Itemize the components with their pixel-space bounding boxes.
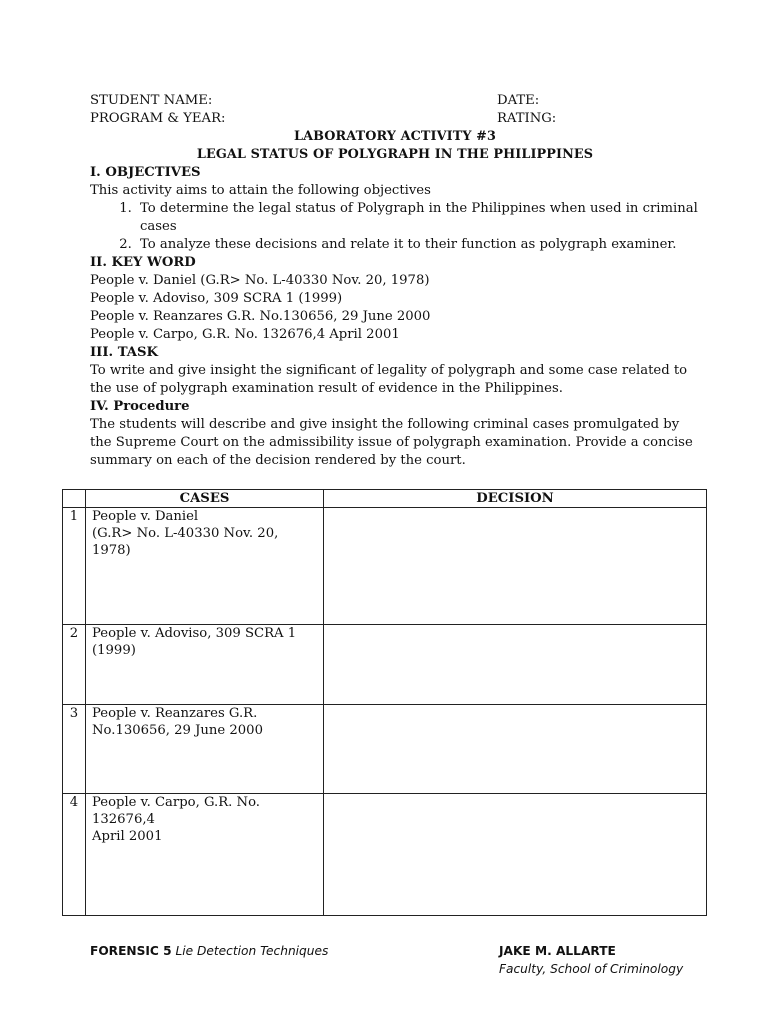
keyword-item: People v. Daniel (G.R> No. L-40330 Nov. 20, 1978) — [90, 273, 430, 288]
case-cell — [86, 508, 324, 625]
procedure-heading: IV. Procedure — [90, 399, 190, 414]
decision-cell[interactable] — [324, 508, 707, 625]
case-name: People v. Carpo, G.R. No. 132676,4 — [92, 795, 260, 827]
table-header-cases: CASES — [86, 490, 324, 508]
instructor-affiliation: Faculty, School of Criminology — [499, 962, 684, 976]
footer-course — [90, 942, 328, 960]
course-name: Lie Detection Techniques — [175, 944, 329, 958]
objectives-list — [90, 200, 700, 254]
cases-table — [62, 489, 707, 916]
case-name: People v. Adoviso, 309 SCRA 1 — [92, 626, 297, 641]
activity-subtitle: LEGAL STATUS OF POLYGRAPH IN THE PHILIPPINES — [196, 147, 594, 162]
instructor-name: JAKE M. ALLARTE — [499, 944, 616, 958]
header-row-2 — [90, 110, 700, 128]
student-name-label: STUDENT NAME: — [90, 93, 213, 108]
table-header-number — [63, 490, 86, 508]
keyword-heading: II. KEY WORD — [90, 255, 196, 270]
activity-title: LABORATORY ACTIVITY #3 — [294, 129, 496, 144]
row-number: 4 — [63, 794, 86, 916]
header-row-1 — [90, 92, 700, 110]
row-number: 3 — [63, 705, 86, 794]
objective-item: 1. To determine the legal status of Polygraph in the Philippines when used in criminal cases — [136, 200, 700, 236]
row-number: 2 — [63, 625, 86, 705]
table-header-row — [63, 490, 707, 508]
table-row — [63, 705, 707, 794]
row-number: 1 — [63, 508, 86, 625]
procedure-text: The students will describe and give insight the following criminal cases promulgated by the Supreme Court on the admissibility issue of polygraph examination. Provide a concise summary on each of the decision rendered by the court. — [90, 417, 693, 468]
case-citation: April 2001 — [92, 829, 163, 844]
decision-cell[interactable] — [324, 794, 707, 916]
case-cell — [86, 794, 324, 916]
table-header-decision: DECISION — [324, 490, 707, 508]
program-year-label: PROGRAM & YEAR: — [90, 111, 226, 126]
table-row — [63, 625, 707, 705]
case-cell — [86, 705, 324, 794]
keyword-item: People v. Adoviso, 309 SCRA 1 (1999) — [90, 291, 343, 306]
course-code: FORENSIC 5 — [90, 944, 172, 958]
task-text: To write and give insight the significant of legality of polygraph and some case related to the use of polygraph examination result of evidence in the Philippines. — [90, 363, 688, 396]
date-label: DATE: — [497, 93, 540, 108]
case-citation: (1999) — [92, 643, 136, 658]
table-row — [63, 508, 707, 625]
rating-label: RATING: — [497, 111, 557, 126]
objectives-heading: I. OBJECTIVES — [90, 165, 201, 180]
document-body — [90, 92, 700, 470]
case-name: People v. Reanzares G.R. — [92, 706, 258, 721]
decision-cell[interactable] — [324, 705, 707, 794]
objective-item: 2. To analyze these decisions and relate it to their function as polygraph examiner. — [136, 236, 700, 254]
case-citation: (G.R> No. L-40330 Nov. 20, 1978) — [92, 526, 279, 558]
decision-cell[interactable] — [324, 625, 707, 705]
case-citation: No.130656, 29 June 2000 — [92, 723, 263, 738]
table-row — [63, 794, 707, 916]
objectives-intro: This activity aims to attain the following objectives — [90, 183, 431, 198]
keyword-item: People v. Reanzares G.R. No.130656, 29 June 2000 — [90, 309, 431, 324]
case-cell — [86, 625, 324, 705]
keyword-item: People v. Carpo, G.R. No. 132676,4 April 2001 — [90, 327, 400, 342]
case-name: People v. Daniel — [92, 509, 199, 524]
footer-instructor — [499, 942, 683, 978]
task-heading: III. TASK — [90, 345, 158, 360]
